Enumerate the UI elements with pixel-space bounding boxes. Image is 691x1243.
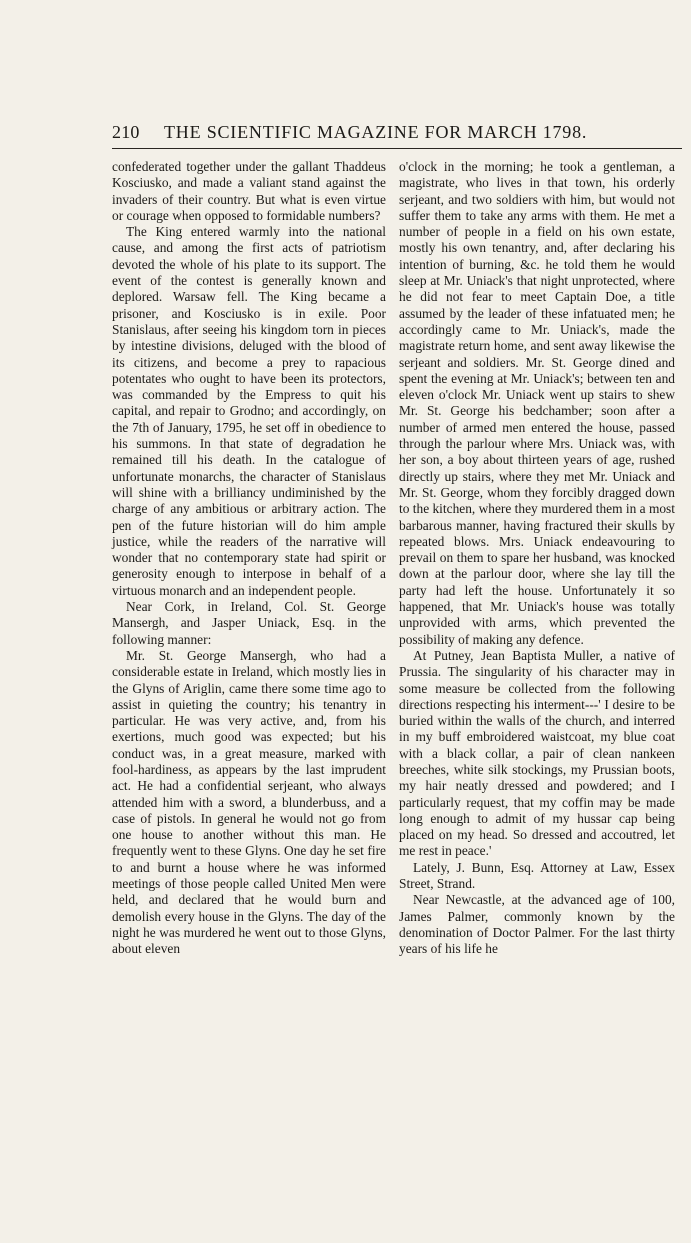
running-title: THE SCIENTIFIC MAGAZINE FOR MARCH 1798. — [164, 122, 588, 142]
left-column — [112, 159, 386, 958]
paragraph-palmer: Near Newcastle, at the advanced age of 100, James Palmer, commonly known by the denomination of Doctor Palmer. For the last thirty years of his life he — [399, 892, 675, 957]
paragraph-mansergh: Mr. St. George Mansergh, who had a considerable estate in Ireland, which mostly lies in the Glyns of Ariglin, came there some time ago to assist in quieting the country; his tenantry in particular. He was very active, and, from his exertions, much good was expected; but his conduct was, in a great measure, marked with fool-hardiness, as appears by the last imprudent act. He had a confidential serjeant, who always attended him with a sword, a blunderbuss, and a case of pistols. In general he would not go from one house to another without this man. He frequently went to these Glyns. One day he set fire to and burnt a house where he was informed meetings of those people called United Men were held, and declared that he would burn and demolish every house in the Glyns. The day of the night he was murdered he went out to those Glyns, about eleven — [112, 647, 386, 957]
paragraph-near-cork: Near Cork, in Ireland, Col. St. George Mansergh, and Jasper Uniack, Esq. in the following manner: — [112, 599, 386, 647]
running-header — [112, 122, 682, 146]
header-rule — [112, 148, 682, 149]
paragraph-stanislaus: The King entered warmly into the national cause, and among the first acts of patriotism devoted the whole of his plate to its support. The event of the contest is generally known and deplored. Warsaw fell. The King became a prisoner, and Kosciusko is in exile. Poor Stanislaus, after seeing his kingdom torn in pieces by intestine divisions, deluged with the blood of its citizens, and become a prey to rapacious potentates who ought to have been its protectors, was commanded by the Empress to quit his capital, and repair to Grodno; and accordingly, on the 7th of January, 1795, he set off in obedience to his summons. In that state of degradation he remained till his death. In the catalogue of unfortunate monarchs, the character of Stanislaus will shine with a brilliancy undiminished by the charge of any ambitious or arbitrary action. The pen of the future historian will do him ample justice, while the readers of the narrative will wonder that no contemporary state had spirit or generosity enough to interpose in behalf of a virtuous monarch and an independent people. — [112, 224, 386, 598]
paragraph-kosciusko: confederated together under the gallant Thaddeus Kosciusko, and made a valiant stand against the invaders of their country. But what is even virtue or courage when opposed to formidable numbers? — [112, 159, 386, 223]
paragraph-murder-account: o'clock in the morning; he took a gentleman, a magistrate, who lives in that town, his orderly serjeant, and two soldiers with him, but would not suffer them to take any arms with them. He met a number of people in a field on his own estate, mostly his own tenantry, and, after declaring his intention of burning, &c. he told them he would sleep at Mr. Uniack's that night unprotected, where he did not fear to meet Captain Doe, a title assumed by the leader of these infatuated men; he accordingly came to Mr. Uniack's, made the magistrate return home, and sent away likewise the serjeant and soldiers. Mr. St. George dined and spent the evening at Mr. Uniack's; between ten and eleven o'clock Mr. Uniack went up stairs to shew Mr. St. George his bedchamber; soon after a number of armed men entered the house, passed through the parlour where Mrs. Uniack was, with her son, a boy about thirteen years of age, rushed directly up stairs, where they met Mr. Uniack and Mr. St. George, whom they forcibly dragged down to the kitchen, where they murdered them in a most barbarous manner, having fractured their skulls by repeated blows. Mrs. Uniack endeavouring to prevail on them to spare her husband, was knocked down at the parlour door, where she lay till the party had left the house. Unfortunately it so happened, that Mr. Uniack's house was totally unprovided with arms, which prevented the possibility of making any defence. — [399, 159, 675, 647]
right-column — [399, 159, 675, 958]
page-number: 210 — [112, 122, 140, 142]
paragraph-putney-muller: At Putney, Jean Baptista Muller, a native of Prussia. The singularity of his character may in some measure be collected from the following directions respecting his interment---' I desire to be buried within the walls of the church, and interred in my buff embroidered waistcoat, my blue coat with a black collar, a pair of clean nankeen breeches, white silk stockings, my Prussian boots, my hair neatly dressed and powdered; and I particularly request, that my coffin may be made long enough to admit of my hussar cap being placed on my head. So dressed and accoutred, let me rest in peace.' — [399, 647, 675, 859]
paragraph-bunn: Lately, J. Bunn, Esq. Attorney at Law, Essex Street, Strand. — [399, 859, 675, 892]
